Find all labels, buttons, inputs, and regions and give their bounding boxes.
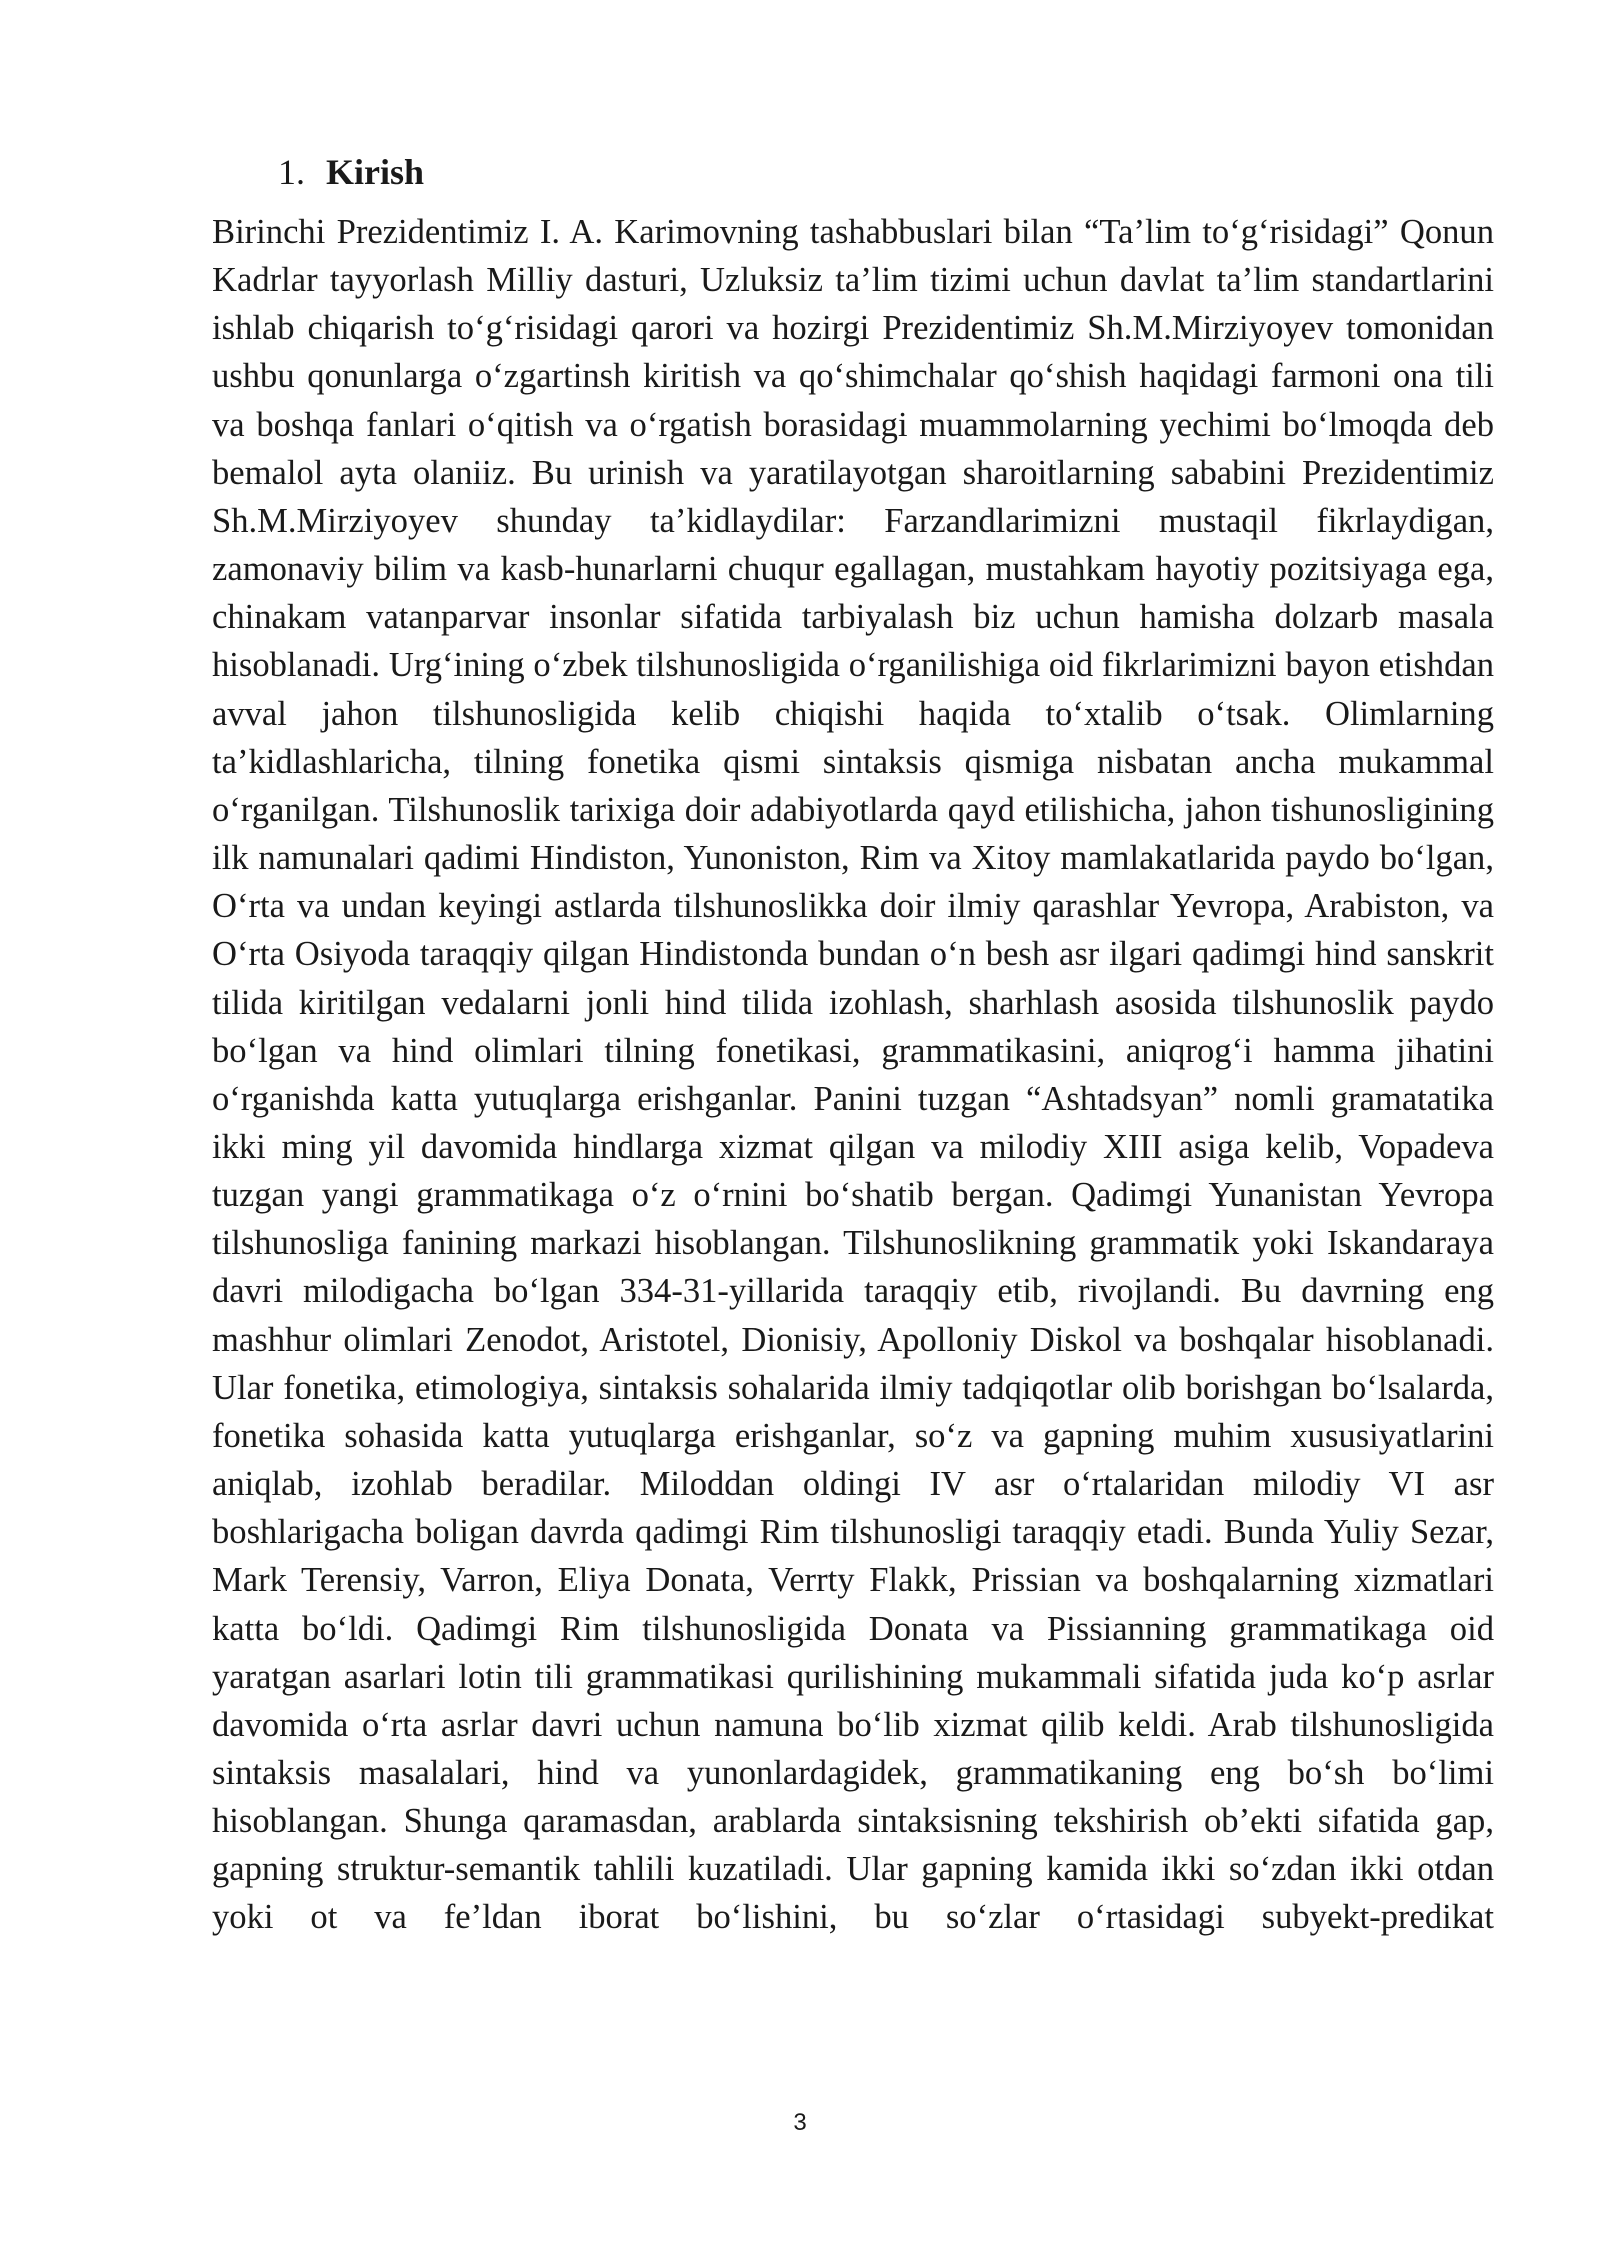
section-heading (278, 148, 424, 196)
page-number: 3 (793, 2109, 807, 2136)
section-number: 1. (278, 152, 305, 192)
section-title: Kirish (326, 152, 425, 192)
body-paragraph: Birinchi Prezidentimiz I. A. Karimovning tashabbuslari bilan “Ta’lim to‘g‘risidagi” Qonun Kadrlar tayyorlash Milliy dasturi, Uzluksiz ta’lim tizimi uchun davlat ta’lim standartlarini ishlab chiqarish to‘g‘risidagi qarori va hozirgi Prezidentimiz Sh.M.Mirziyoyev tomonidan ushbu qonunlarga o‘zgartinsh kiritish va qo‘shimchalar qo‘shish haqidagi farmoni ona tili va boshqa fanlari o‘qitish va o‘rgatish borasidagi muammolarning yechimi bo‘lmoqda deb bemalol ayta olaniiz. Bu urinish va yaratilayotgan sharoitlarning sababini Prezidentimiz Sh.M.Mirziyoyev shunday ta’kidlaydilar: Farzandlarimizni mustaqil fikrlaydigan, zamonaviy bilim va kasb-hunarlarni chuqur egallagan, mustahkam hayotiy pozitsiyaga ega, chinakam vatanparvar insonlar sifatida tarbiyalash biz uchun hamisha dolzarb masala hisoblanadi. Urg‘ining o‘zbek tilshunosligida o‘rganilishiga oid fikrlarimizni bayon etishdan avval jahon tilshunosligida kelib chiqishi haqida to‘xtalib o‘tsak. Olimlarning ta’kidlashlaricha, tilning fonetika qismi sintaksis qismiga nisbatan ancha mukammal o‘rganilgan. Tilshunoslik tarixiga doir adabiyotlarda qayd etilishicha, jahon tishunosligining ilk namunalari qadimi Hindiston, Yunoniston, Rim va Xitoy mamlakatlarida paydo bo‘lgan, O‘rta va undan keyingi astlarda tilshunoslikka doir ilmiy qarashlar Yevropa, Arabiston, va O‘rta Osiyoda taraqqiy qilgan Hindistonda bundan o‘n besh asr ilgari qadimgi hind sanskrit tilida kiritilgan vedalarni jonli hind tilida izohlash, sharhlash asosida tilshunoslik paydo bo‘lgan va hind olimlari tilning fonetikasi, grammatikasini, aniqrog‘i hamma jihatini o‘rganishda katta yutuqlarga erishganlar. Panini tuzgan “Ashtadsyan” nomli gramatatika ikki ming yil davomida hindlarga xizmat qilgan va milodiy XIII asiga kelib, Vopadeva tuzgan yangi grammatikaga o‘z o‘rnini bo‘shatib bergan. Qadimgi Yunanistan Yevropa tilshunosliga fanining markazi hisoblangan. Tilshunoslikning grammatik yoki Iskandaraya davri milodigacha bo‘lgan 334-31-yillarida taraqqiy etib, rivojlandi. Bu davrning eng mashhur olimlari Zenodot, Aristotel, Dionisiy, Apolloniy Diskol va boshqalar hisoblanadi. Ular fonetika, etimologiya, sintaksis sohalarida ilmiy tadqiqotlar olib borishgan bo‘lsalarda, fonetika sohasida katta yutuqlarga erishganlar, so‘z va gapning muhim xususiyatlarini aniqlab, izohlab beradilar. Miloddan oldingi IV asr o‘rtalaridan milodiy VI asr boshlarigacha boligan davrda qadimgi Rim tilshunosligi taraqqiy etadi. Bunda Yuliy Sezar, Mark Terensiy, Varron, Eliya Donata, Verrty Flakk, Prissian va boshqalarning xizmatlari katta bo‘ldi. Qadimgi Rim tilshunosligida Donata va Pissianning grammatikaga oid yaratgan asarlari lotin tili grammatikasi qurilishining mukammali sifatida juda ko‘p asrlar davomida o‘rta asrlar davri uchun namuna bo‘lib xizmat qilib keldi. Arab tilshunosligida sintaksis masalalari, hind va yunonlardagidek, grammatikaning eng bo‘sh bo‘limi hisoblangan. Shunga qaramasdan, arablarda sintaksisning tekshirish ob’ekti sifatida gap, gapning struktur-semantik tahlili kuzatiladi. Ular gapning kamida ikki so‘zdan ikki otdan yoki ot va fe’ldan iborat bo‘lishini, bu so‘zlar o‘rtasidagi subyekt-predikat (212, 213, 1494, 1937)
